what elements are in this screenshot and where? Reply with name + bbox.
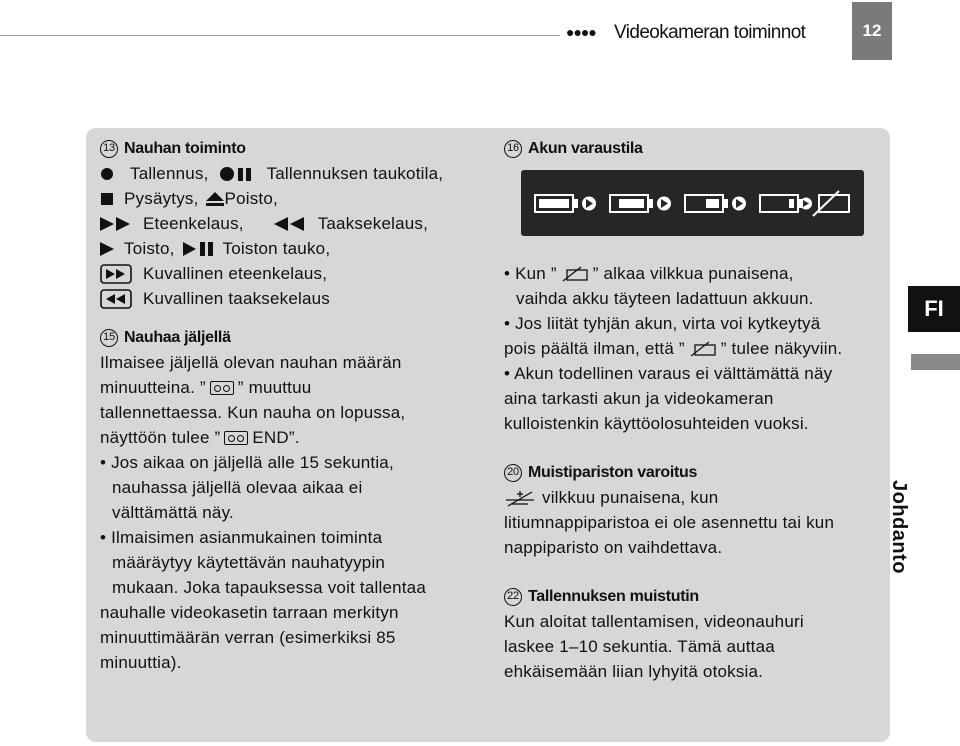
- section-20-number: 20: [504, 464, 522, 482]
- section-20-heading: [504, 460, 882, 485]
- section-tab-label: Johdanto: [888, 480, 910, 574]
- s20-line-3: nappiparisto on vaihdettava.: [504, 538, 723, 557]
- s20-text-1: vilkkuu punaisena, kun: [542, 488, 719, 507]
- reverse-search-icon: [100, 289, 132, 309]
- section-16-title: Akun varaustila: [528, 140, 643, 157]
- label-rewind: Taaksekelaus,: [317, 214, 429, 233]
- s16-bullet-1-line-2: vaihda akku täyteen ladattuun akkuun.: [516, 289, 814, 308]
- header-title: Videokameran toiminnot: [614, 22, 806, 43]
- right-column: [504, 136, 882, 684]
- fast-forward-icon: [100, 217, 132, 231]
- section-15-heading: [100, 325, 485, 350]
- s15-para-line-2: [100, 375, 485, 400]
- s16-bullet-2-line-2: [504, 336, 882, 361]
- memory-battery-icon: [504, 489, 536, 507]
- label-reverse-search: Kuvallinen taaksekelaus: [143, 289, 330, 308]
- label-stop: Pysäytys,: [124, 189, 199, 208]
- section-13-number: 13: [100, 140, 118, 158]
- section-22-number: 22: [504, 588, 522, 606]
- s16-bullet-3-line-2: aina tarkasti akun ja videokameran: [504, 389, 774, 408]
- s15-bullet-1-line-2: nauhassa jäljellä olevaa aikaa ei: [112, 478, 363, 497]
- section-13-title: Nauhan toiminto: [124, 140, 246, 157]
- s20-line-1: [504, 485, 882, 510]
- empty-battery-icon: [561, 266, 589, 282]
- label-play: Toisto,: [124, 239, 175, 258]
- s15-bullet-2-line-2: määräytyy käytettävän nauhatyypin: [112, 553, 386, 572]
- s22-line-3: ehkäisemään liian lyhyitä otoksia.: [504, 662, 764, 681]
- s15-text-2b: ” muuttuu: [237, 378, 312, 397]
- tape-line-2: [100, 186, 485, 211]
- s16-text-2c: ” tulee näkyviin.: [720, 339, 843, 358]
- s15-para-line-3: tallennettaessa. Kun nauha on lopussa,: [100, 403, 406, 422]
- language-tab: FI: [908, 286, 960, 332]
- rewind-icon: [274, 217, 306, 231]
- record-icon: [100, 167, 114, 181]
- s20-line-2: litiumnappiparistoa ei ole asennettu tai kun: [504, 513, 835, 532]
- s16-bullet-3-line-1: • Akun todellinen varaus ei välttämättä näy: [504, 364, 833, 383]
- tape-line-4: [100, 236, 485, 261]
- eject-icon: [205, 191, 225, 207]
- section-15-title: Nauhaa jäljellä: [124, 329, 231, 346]
- s15-text-2a: minuutteina. ”: [100, 378, 206, 397]
- s16-text-1a: • Kun ”: [504, 264, 557, 283]
- play-icon: [100, 242, 116, 256]
- label-eject: Poisto,: [224, 189, 278, 208]
- s15-para-line-1: Ilmaisee jäljellä olevan nauhan määrän: [100, 353, 402, 372]
- s15-bullet-2-line-1: • Ilmaisimen asianmukainen toiminta: [100, 528, 383, 547]
- s22-line-2: laskee 1–10 sekuntia. Tämä auttaa: [504, 637, 775, 656]
- s22-line-1: Kun aloitat tallentamisen, videonauhuri: [504, 612, 804, 631]
- label-record: Tallennus,: [130, 164, 209, 183]
- s15-para-line-4: [100, 425, 485, 450]
- s15-bullet-2-line-5: minuuttimäärän verran (esimerkiksi 85: [100, 628, 396, 647]
- s16-bullet-3-line-3: kulloistenkin käyttöolosuhteiden vuoksi.: [504, 414, 809, 433]
- stop-icon: [100, 192, 114, 206]
- record-pause-icon: [219, 166, 259, 182]
- section-16-heading: [504, 136, 882, 161]
- s15-bullet-2-line-3: mukaan. Joka tapauksessa voit tallentaa: [112, 578, 426, 597]
- s16-bullet-2-line-1: • Jos liität tyhjän akun, virta voi kytkeytyä: [504, 314, 821, 333]
- play-pause-icon: [183, 242, 217, 256]
- s15-text-4a: näyttöön tulee ”: [100, 428, 221, 447]
- tape-line-6: [100, 286, 485, 311]
- section-20-title: Muistipariston varoitus: [528, 464, 698, 481]
- s15-bullet-1-line-1: • Jos aikaa on jäljellä alle 15 sekuntia,: [100, 453, 394, 472]
- label-play-pause: Toiston tauko,: [222, 239, 331, 258]
- section-15-number: 15: [100, 329, 118, 347]
- tape-line-5: [100, 261, 485, 286]
- s15-text-4b: END”.: [252, 428, 300, 447]
- label-fast-forward: Eteenkelaus,: [143, 214, 244, 233]
- section-13-heading: [100, 136, 485, 161]
- tape-end-icon: [224, 431, 248, 445]
- label-forward-search: Kuvallinen eteenkelaus,: [143, 264, 328, 283]
- tape-line-1: [100, 161, 485, 186]
- tape-icon: [210, 381, 234, 395]
- s15-bullet-2-line-6: minuuttia).: [100, 653, 182, 672]
- section-tab: [888, 380, 952, 574]
- label-record-pause: Tallennuksen taukotila,: [266, 164, 444, 183]
- section-22-title: Tallennuksen muistutin: [528, 588, 699, 605]
- tape-line-3: [100, 211, 485, 236]
- header-rule: [0, 35, 560, 36]
- s15-bullet-2-line-4: nauhalle videokasetin tarraan merkityn: [100, 603, 399, 622]
- s16-bullet-1-line-1: [504, 261, 882, 286]
- forward-search-icon: [100, 264, 132, 284]
- side-marker: [911, 354, 960, 370]
- s15-bullet-1-line-3: välttämättä näy.: [112, 503, 234, 522]
- empty-battery-icon: [689, 341, 717, 357]
- page-number: 12: [852, 2, 892, 60]
- s16-text-1b: ” alkaa vilkkua punaisena,: [592, 264, 794, 283]
- left-column: [100, 136, 485, 675]
- s16-text-2b: pois päältä ilman, että ”: [504, 339, 685, 358]
- section-16-number: 16: [504, 140, 522, 158]
- header-dots: ●●●●: [566, 24, 596, 40]
- section-22-heading: [504, 584, 882, 609]
